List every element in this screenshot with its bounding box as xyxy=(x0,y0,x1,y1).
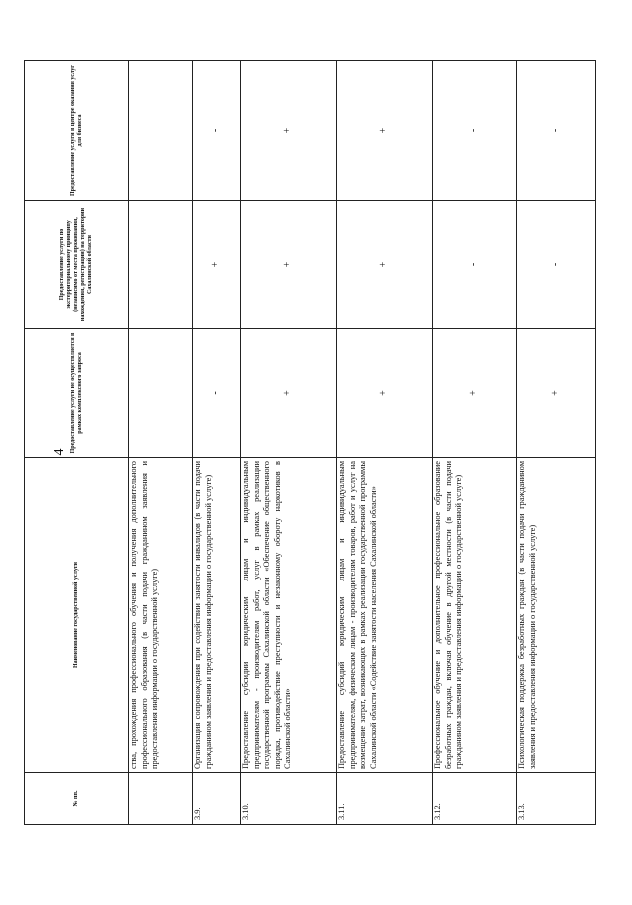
table-row xyxy=(129,61,193,825)
row-num: 3.12. xyxy=(433,773,517,825)
row-business: - xyxy=(517,61,596,201)
header-business: Предоставление услуги в центре оказания услуг для бизнеса xyxy=(25,61,129,201)
row-business xyxy=(129,61,193,201)
row-extraterritorial: + xyxy=(193,201,241,329)
row-complex xyxy=(129,329,193,458)
header-name: Наименование государственной услуги xyxy=(25,458,129,773)
row-service-name: Психологическая поддержка безработных граждан (в части подачи гражданином заявления и предоставления информации о государственной услуге) xyxy=(517,458,596,773)
header-extraterritorial: Предоставление услуги по экстерриториальному принципу (независимо от места проживания, нахождения, регистрации) на территории Сахалинской области xyxy=(25,201,129,329)
row-complex: - xyxy=(193,329,241,458)
table-row xyxy=(433,61,517,825)
row-complex: + xyxy=(241,329,337,458)
header-complex: Предоставление услуги не осуществляется в рамках комплексного запроса xyxy=(25,329,129,458)
row-service-name: Профессиональное обучение и дополнительное профессиональное образование безработных граждан, включая обучение в другой местности (в части подачи гражданином заявления и предоставления информации о государственной услуге) xyxy=(433,458,517,773)
row-business: - xyxy=(433,61,517,201)
row-business: + xyxy=(337,61,433,201)
page-number: 4 xyxy=(52,448,67,456)
row-extraterritorial: + xyxy=(337,201,433,329)
row-extraterritorial: - xyxy=(517,201,596,329)
row-complex: + xyxy=(517,329,596,458)
row-num: 3.13. xyxy=(517,773,596,825)
row-num: 3.11. xyxy=(337,773,433,825)
header-num: № пп. xyxy=(25,773,129,825)
row-extraterritorial: - xyxy=(433,201,517,329)
row-extraterritorial xyxy=(129,201,193,329)
row-extraterritorial: + xyxy=(241,201,337,329)
row-service-name: Предоставление субсидий юридическим лицам и индивидуальным предпринимателям, физическим лицам - производителям товаров, работ и услуг на возмещение затрат, возникающих в рамках реализации государственной программы Сахалинской области «Содействие занятости населения Сахалинской области» xyxy=(337,458,433,773)
row-complex: + xyxy=(337,329,433,458)
row-num: 3.10. xyxy=(241,773,337,825)
row-business: + xyxy=(241,61,337,201)
table-row xyxy=(337,61,433,825)
table-row xyxy=(517,61,596,825)
row-business: - xyxy=(193,61,241,201)
table-header-row xyxy=(25,61,129,825)
row-complex: + xyxy=(433,329,517,458)
row-num: 3.9. xyxy=(193,773,241,825)
table-row xyxy=(241,61,337,825)
row-service-name: Предоставление субсидии юридическим лицам и индивидуальным предпринимателям - производителям работ, услуг в рамках реализации государственной программы Сахалинской области «Обеспечение общественного порядка, противодействие преступности и незаконному обороту наркотиков в Сахалинской области» xyxy=(241,458,337,773)
table-row xyxy=(193,61,241,825)
services-table xyxy=(24,60,596,825)
row-service-name: ства, прохождения профессионального обучения и получения дополнительного профессионального образования (в части подачи гражданином заявления и предоставления информации о государственной услуге) xyxy=(129,458,193,773)
row-service-name: Организация сопровождения при содействии занятости инвалидов (в части подачи гражданином заявления и предоставления информации о государственной услуге) xyxy=(193,458,241,773)
row-num xyxy=(129,773,193,825)
